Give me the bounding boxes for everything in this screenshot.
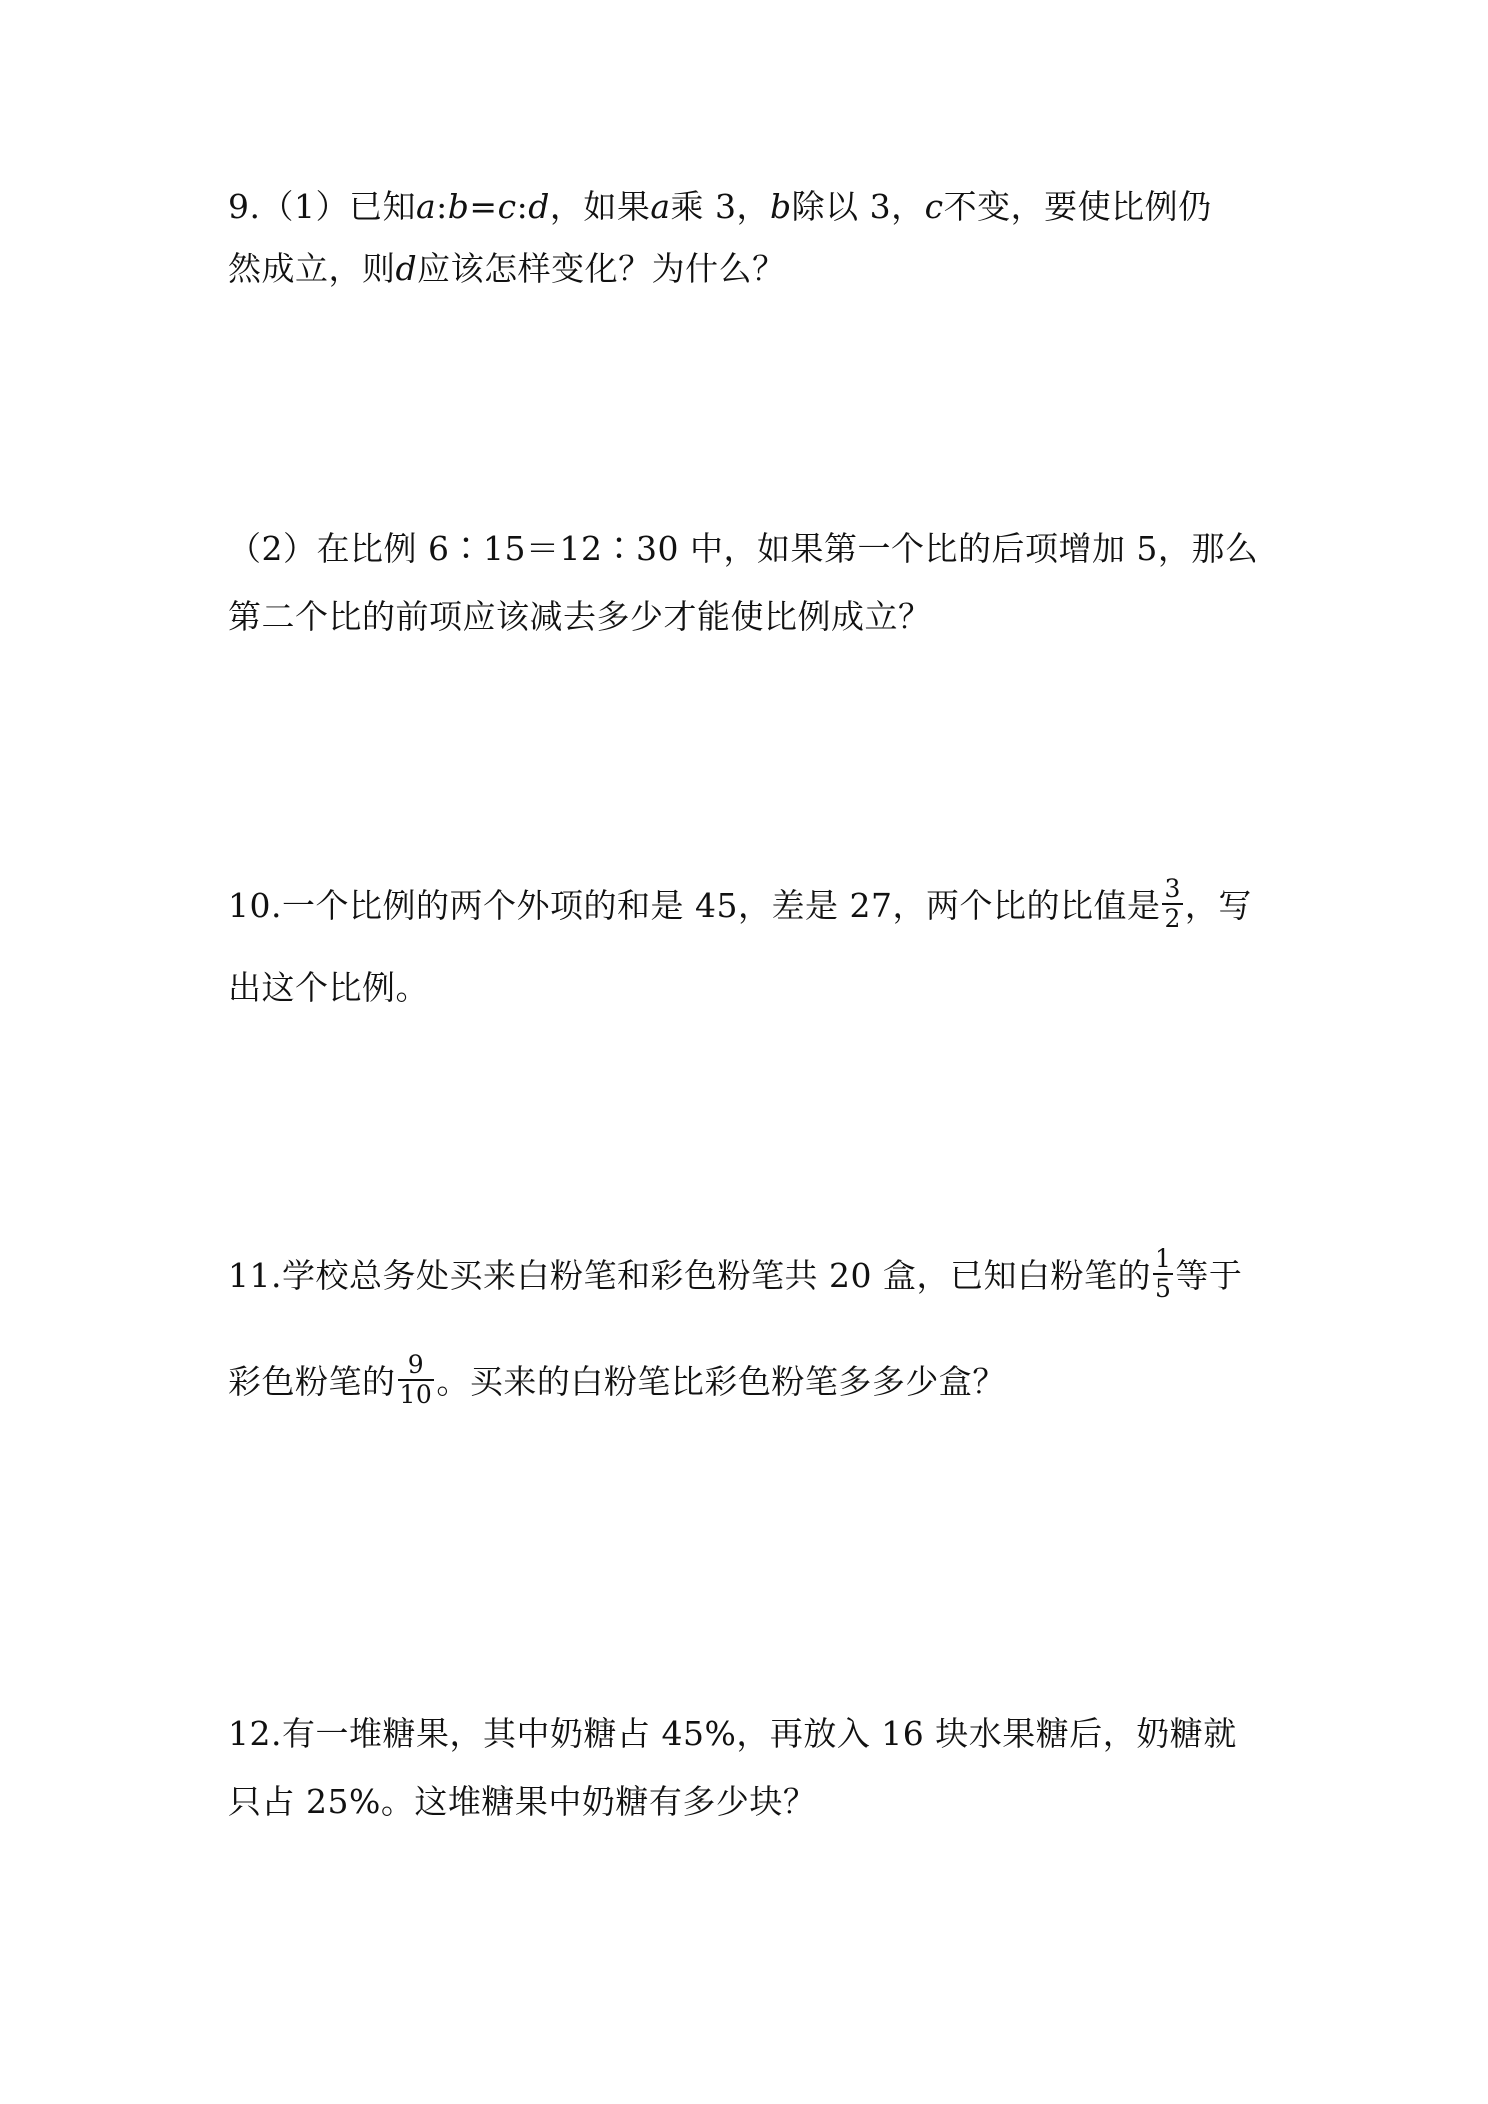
q11-text: 等于 — [1175, 1256, 1243, 1295]
q9-text: ，如果 — [549, 187, 651, 226]
var-c: c — [924, 187, 944, 226]
fraction-numerator: 3 — [1164, 874, 1181, 903]
q10-text: 10.一个比例的两个外项的和是 45，差是 27，两个比的比值是 — [228, 886, 1161, 925]
fraction-numerator: 9 — [398, 1351, 435, 1381]
var-a: a — [415, 187, 437, 226]
equals: = — [469, 187, 498, 226]
fraction-denominator: 2 — [1164, 904, 1181, 933]
q9-text: 不变，要使比例仍 — [943, 187, 1212, 226]
q9-part1-line2 — [228, 247, 786, 291]
var-c: c — [497, 187, 517, 226]
q9-prefix: 9.（1）已知 — [228, 187, 416, 226]
q9-part2-line2: 第二个比的前项应该减去多少才能使比例成立？ — [228, 597, 932, 636]
fraction-numerator: 1 — [1154, 1244, 1172, 1273]
colon: : — [436, 187, 448, 226]
q10-line1 — [228, 874, 1252, 937]
colon: : — [516, 187, 529, 226]
var-d: d — [395, 249, 418, 288]
q9-text: 除以 3， — [791, 187, 925, 226]
fraction-3-2 — [1162, 875, 1182, 933]
fraction-denominator: 5 — [1154, 1274, 1172, 1303]
q10-text: ，写 — [1184, 886, 1252, 925]
var-a: a — [650, 187, 671, 226]
var-b: b — [447, 187, 470, 226]
q9-text: 乘 3， — [670, 187, 770, 226]
q9-text: 应该怎样变化？为什么？ — [417, 249, 786, 288]
q12-line1: 12.有一堆糖果，其中奶糖占 45%，再放入 16 块水果糖后，奶糖就 — [228, 1714, 1237, 1753]
q11-text: 。买来的白粉笔比彩色粉笔多多少盒？ — [436, 1362, 1006, 1401]
fraction-1-5 — [1153, 1245, 1173, 1303]
q9-part2-line1: （2）在比例 6∶15＝12∶30 中，如果第一个比的后项增加 5，那么 — [228, 529, 1259, 568]
fraction-denominator: 10 — [399, 1380, 433, 1409]
q11-line2 — [228, 1350, 1006, 1413]
q10-line2: 出这个比例。 — [228, 968, 429, 1007]
q11-line1 — [228, 1244, 1243, 1307]
q9-part1-line1 — [228, 185, 1212, 229]
fraction-9-10 — [398, 1351, 435, 1409]
q11-text: 彩色粉笔的 — [228, 1362, 396, 1401]
q9-text: 然成立，则 — [228, 249, 396, 288]
q12-line2: 只占 25%。这堆糖果中奶糖有多少块？ — [228, 1782, 817, 1821]
q11-text: 11.学校总务处买来白粉笔和彩色粉笔共 20 盒，已知白粉笔的 — [228, 1256, 1151, 1295]
var-b: b — [770, 187, 792, 226]
var-d: d — [528, 187, 550, 226]
